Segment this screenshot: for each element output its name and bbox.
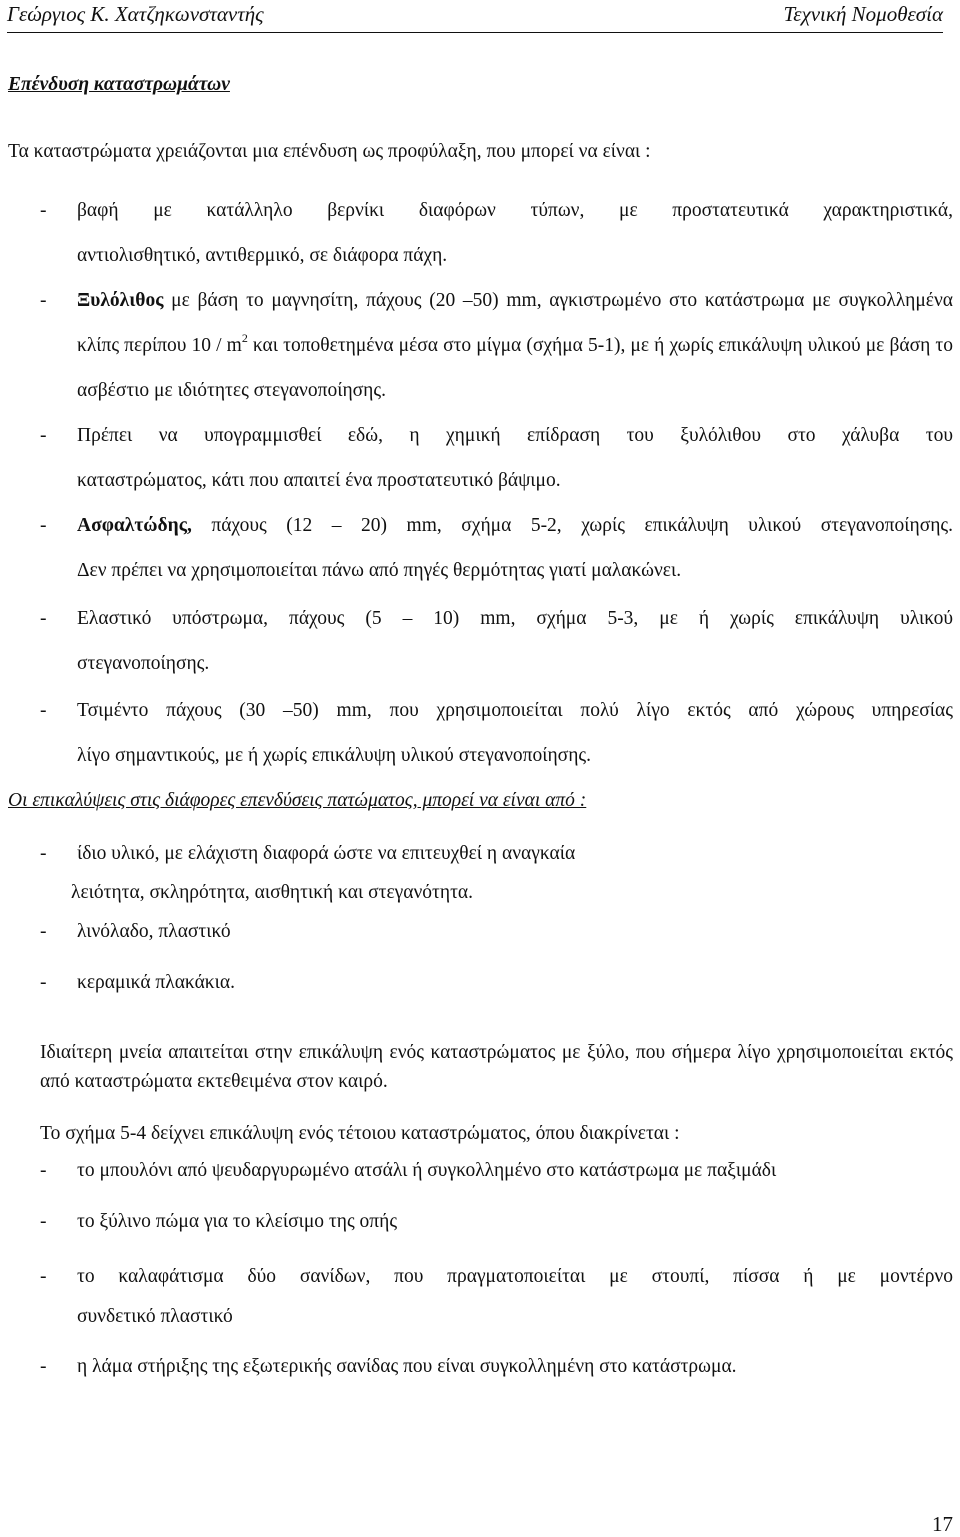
list-dash: - (40, 1211, 47, 1232)
list-dash: - (40, 700, 47, 721)
list-item-text: βαφή με κατάλληλο βερνίκι διαφόρων τύπων, με προστατευτικά χαρακτηριστικά, αντιολισθητικό, αντιθερμικό, σε διάφορα πάχη. (77, 200, 953, 266)
list-item-text: Ασφαλτώδης, πάχους (12 – 20) mm, σχήμα 5-2, χωρίς επικάλυψη υλικού στεγανοποίησης. Δεν πρέπει να χρησιμοποιείται πάνω από πηγές θερμότητας γιατί μαλακώνει. (77, 515, 953, 581)
running-header (7, 2, 943, 32)
list-item-text: λειότητα, σκληρότητα, αισθητική και στεγανότητα. (71, 882, 473, 903)
list-item-text: ίδιο υλικό, με ελάχιστη διαφορά ώστε να επιτευχθεί η αναγκαία (77, 843, 576, 864)
list-item-text: Πρέπει να υπογραμμισθεί εδώ, η χημική επίδραση του ξυλόλιθου στο χάλυβα του καταστρώματος, κάτι που απαιτεί ένα προστατευτικό βάψιμο. (77, 425, 953, 491)
list-dash: - (40, 921, 47, 942)
list-dash: - (40, 608, 47, 629)
list-item-text: κεραμικά πλακάκια. (77, 972, 235, 993)
list-item (40, 188, 953, 278)
list-item-text: Τσιμέντο πάχους (30 –50) mm, που χρησιμοποιείται πολύ λίγο εκτός από χώρους υπηρεσίας λίγο σημαντικούς, με ή χωρίς επικάλυψη υλικού στεγανοποίησης. (77, 700, 953, 766)
list-item (40, 688, 953, 778)
section-title: Επένδυση καταστρωμάτων (8, 74, 230, 95)
list-item-text: Ελαστικό υπόστρωμα, πάχους (5 – 10) mm, σχήμα 5-3, με ή χωρίς επικάλυψη υλικού στεγανοποίησης. (77, 608, 953, 674)
overlay-title: Οι επικαλύψεις στις διάφορες επενδύσεις πατώματος, μπορεί να είναι από : (8, 790, 587, 811)
list-dash: - (40, 515, 47, 536)
list-dash: - (40, 1160, 47, 1181)
figure-intro: Το σχήμα 5-4 δείχνει επικάλυψη ενός τέτοιου καταστρώματος, όπου διακρίνεται : (40, 1123, 680, 1144)
wood-paragraph: Ιδιαίτερη μνεία απαιτείται στην επικάλυψη ενός καταστρώματος με ξύλο, που σήμερα λίγο χρησιμοποιείται εκτός από καταστρώματα εκτεθειμένα στον καιρό. (40, 1042, 953, 1092)
list-item-text: η λάμα στήριξης της εξωτερικής σανίδας που είναι συγκολλημένη στο κατάστρωμα. (77, 1356, 737, 1377)
list-item (40, 413, 953, 503)
list-item (40, 1257, 953, 1337)
header-title: Τεχνική Νομοθεσία (783, 2, 943, 26)
header-author: Γεώργιος Κ. Χατζηκωνσταντής (7, 2, 264, 26)
list-item-text: Ξυλόλιθος με βάση το μαγνησίτη, πάχους (20 –50) mm, αγκιστρωμένο στο κατάστρωμα με συγκολλημένα κλίπς περίπου $10 / m^2$ και τοποθετημένα μέσα στο μίγμα (σχήμα 5-1), με ή χωρίς επικάλυψη υλικού με βάση το ασβέστιο με ιδιότητες στεγανοποίησης. (77, 290, 953, 401)
intro-text: Τα καταστρώματα χρειάζονται μια επένδυση ως προφύλαξη, που μπορεί να είναι : (8, 141, 651, 162)
list-item-text: το ξύλινο πώμα για το κλείσιμο της οπής (77, 1211, 398, 1232)
header-rule (7, 32, 943, 33)
list-item-text: το καλαφάτισμα δύο σανίδων, που πραγματοποιείται με στουπί, πίσσα ή με μοντέρνο συνδετικό πλαστικό (77, 1266, 953, 1327)
page-number: 17 (932, 1512, 953, 1536)
list-item-text: το μπουλόνι από ψευδαργυρωμένο ατσάλι ή συγκολλημένο στο κατάστρωμα με παξιμάδι (77, 1160, 777, 1181)
list-dash: - (40, 843, 47, 864)
list-item (40, 503, 953, 593)
list-dash: - (40, 425, 47, 446)
list-dash: - (40, 290, 47, 311)
list-item (40, 596, 953, 686)
list-dash: - (40, 1356, 47, 1377)
list-item-text: λινόλαδο, πλαστικό (77, 921, 231, 942)
list-dash: - (40, 972, 47, 993)
list-dash: - (40, 1266, 47, 1287)
list-dash: - (40, 200, 47, 221)
list-item (40, 278, 953, 413)
